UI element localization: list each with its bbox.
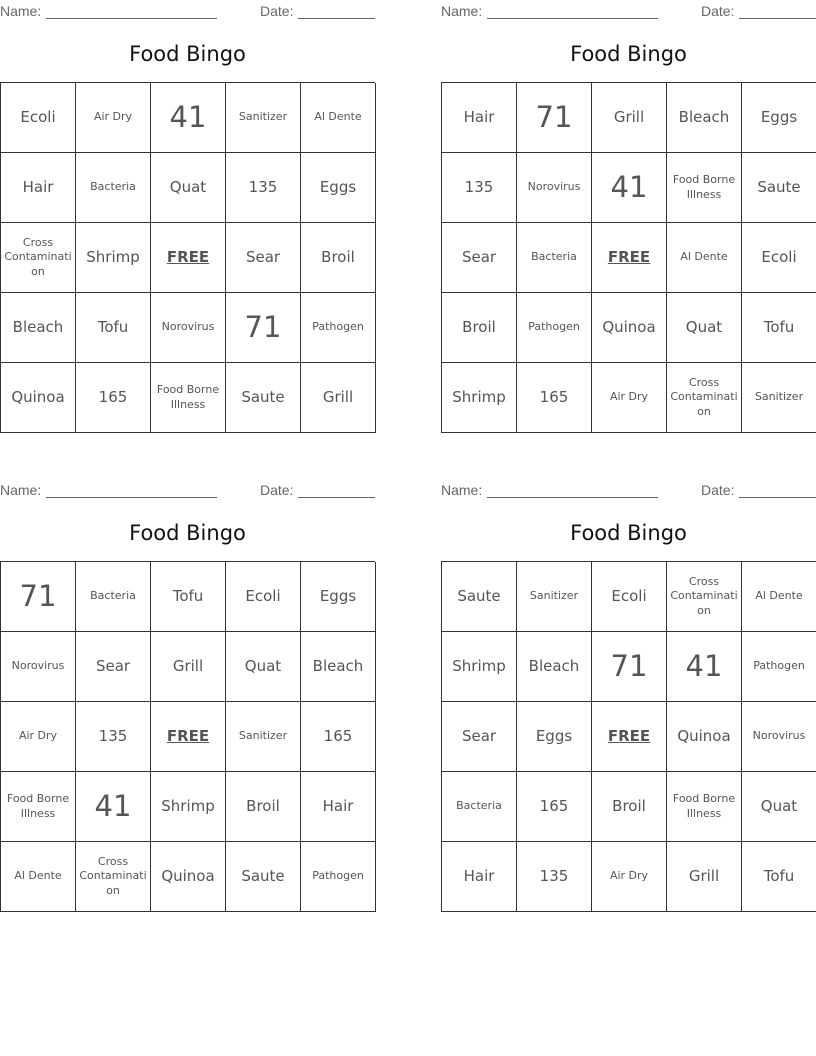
bingo-cell[interactable]: Shrimp <box>442 363 517 433</box>
bingo-card-4 <box>441 479 816 911</box>
bingo-cell[interactable]: Pathogen <box>742 632 816 702</box>
bingo-cell[interactable]: Al Dente <box>301 83 376 153</box>
name-line[interactable] <box>46 497 217 498</box>
bingo-grid <box>441 82 816 433</box>
bingo-cell[interactable]: Broil <box>442 293 517 363</box>
bingo-cell[interactable]: Ecoli <box>742 223 816 293</box>
bingo-cell[interactable]: 165 <box>517 772 592 842</box>
bingo-cell[interactable]: 71 <box>517 83 592 153</box>
card-header <box>0 3 375 19</box>
free-space-cell[interactable]: FREE <box>151 223 226 293</box>
date-line[interactable] <box>739 497 816 498</box>
bingo-cell[interactable]: Quinoa <box>667 702 742 772</box>
bingo-cell[interactable]: Quinoa <box>151 842 226 912</box>
bingo-cell[interactable]: Bleach <box>517 632 592 702</box>
bingo-cell[interactable]: Quat <box>226 632 301 702</box>
bingo-cell[interactable]: Air Dry <box>76 83 151 153</box>
bingo-cell[interactable]: Sanitizer <box>226 702 301 772</box>
bingo-cell[interactable]: Hair <box>442 83 517 153</box>
bingo-cell[interactable]: 41 <box>592 153 667 223</box>
bingo-cell[interactable]: Norovirus <box>742 702 816 772</box>
card-title: Food Bingo <box>570 521 687 545</box>
bingo-cell[interactable]: Pathogen <box>517 293 592 363</box>
bingo-cell[interactable]: Ecoli <box>1 83 76 153</box>
bingo-cell[interactable]: Tofu <box>76 293 151 363</box>
name-label: Name: <box>441 3 483 19</box>
name-line[interactable] <box>487 18 658 19</box>
bingo-cell[interactable]: Sear <box>226 223 301 293</box>
bingo-cell[interactable]: Hair <box>301 772 376 842</box>
free-space-cell[interactable]: FREE <box>592 223 667 293</box>
card-header <box>441 482 816 498</box>
name-line[interactable] <box>46 18 217 19</box>
card-title: Food Bingo <box>570 42 687 66</box>
date-line[interactable] <box>298 497 375 498</box>
card-header <box>0 482 375 498</box>
bingo-cell[interactable]: Bacteria <box>517 223 592 293</box>
bingo-cell[interactable]: Bacteria <box>76 153 151 223</box>
bingo-cell[interactable]: Food Borne Illness <box>151 363 226 433</box>
bingo-cell[interactable]: Air Dry <box>1 702 76 772</box>
free-space-cell[interactable]: FREE <box>151 702 226 772</box>
bingo-cell[interactable]: Air Dry <box>592 842 667 912</box>
bingo-cell[interactable]: 41 <box>667 632 742 702</box>
bingo-cell[interactable]: Sanitizer <box>226 83 301 153</box>
bingo-cell[interactable]: 165 <box>301 702 376 772</box>
date-line[interactable] <box>739 18 816 19</box>
bingo-cell[interactable]: 71 <box>1 562 76 632</box>
bingo-cell[interactable]: Cross Contamination <box>1 223 76 293</box>
bingo-cell[interactable]: Grill <box>301 363 376 433</box>
bingo-cell[interactable]: Bacteria <box>76 562 151 632</box>
bingo-cell[interactable]: Sear <box>442 702 517 772</box>
bingo-cell[interactable]: 165 <box>76 363 151 433</box>
bingo-cell[interactable]: Saute <box>226 363 301 433</box>
bingo-grid <box>0 561 375 912</box>
bingo-cell[interactable]: Cross Contamination <box>667 363 742 433</box>
bingo-cell[interactable]: Hair <box>1 153 76 223</box>
bingo-cell[interactable]: Eggs <box>301 153 376 223</box>
bingo-cell[interactable]: Broil <box>301 223 376 293</box>
bingo-cell[interactable]: Cross Contamination <box>667 562 742 632</box>
card-title: Food Bingo <box>129 42 246 66</box>
bingo-cell[interactable]: Sanitizer <box>517 562 592 632</box>
bingo-cell[interactable]: 71 <box>592 632 667 702</box>
bingo-cell[interactable]: Tofu <box>742 842 816 912</box>
bingo-cell[interactable]: Bleach <box>1 293 76 363</box>
date-label: Date: <box>701 3 735 19</box>
date-label: Date: <box>701 482 735 498</box>
bingo-cell[interactable]: Tofu <box>742 293 816 363</box>
bingo-cell[interactable]: Air Dry <box>592 363 667 433</box>
bingo-cell[interactable]: Sear <box>76 632 151 702</box>
bingo-card-3 <box>0 479 375 911</box>
bingo-cell[interactable]: Eggs <box>301 562 376 632</box>
card-header <box>441 3 816 19</box>
name-label: Name: <box>0 3 42 19</box>
name-line[interactable] <box>487 497 658 498</box>
bingo-cell[interactable]: 135 <box>76 702 151 772</box>
bingo-cell[interactable]: 135 <box>517 842 592 912</box>
bingo-cell[interactable]: Grill <box>667 842 742 912</box>
bingo-cell[interactable]: Saute <box>442 562 517 632</box>
bingo-cell[interactable]: Bacteria <box>442 772 517 842</box>
bingo-cell[interactable]: Norovirus <box>517 153 592 223</box>
bingo-cell[interactable]: 135 <box>226 153 301 223</box>
bingo-cell[interactable]: Hair <box>442 842 517 912</box>
bingo-grid <box>441 561 816 912</box>
free-space-cell[interactable]: FREE <box>592 702 667 772</box>
bingo-card-1 <box>0 0 375 432</box>
bingo-cell[interactable]: Norovirus <box>151 293 226 363</box>
bingo-cell[interactable]: Al Dente <box>1 842 76 912</box>
name-label: Name: <box>0 482 42 498</box>
bingo-cell[interactable]: Sanitizer <box>742 363 816 433</box>
bingo-cell[interactable]: Eggs <box>517 702 592 772</box>
bingo-cell[interactable]: Saute <box>742 153 816 223</box>
bingo-card-2 <box>441 0 816 432</box>
bingo-cell[interactable]: Shrimp <box>76 223 151 293</box>
bingo-cell[interactable]: Quat <box>742 772 816 842</box>
bingo-cell[interactable]: Ecoli <box>226 562 301 632</box>
bingo-cell[interactable]: 135 <box>442 153 517 223</box>
date-line[interactable] <box>298 18 375 19</box>
bingo-cell[interactable]: Al Dente <box>667 223 742 293</box>
bingo-cell[interactable]: Shrimp <box>442 632 517 702</box>
bingo-cell[interactable]: Grill <box>592 83 667 153</box>
bingo-cell[interactable]: 41 <box>151 83 226 153</box>
bingo-cell[interactable]: Broil <box>226 772 301 842</box>
bingo-cell[interactable]: Al Dente <box>742 562 816 632</box>
bingo-cell[interactable]: Tofu <box>151 562 226 632</box>
bingo-cell[interactable]: Cross Contamination <box>76 842 151 912</box>
bingo-cell[interactable]: 165 <box>517 363 592 433</box>
bingo-cell[interactable]: Broil <box>592 772 667 842</box>
bingo-cell[interactable]: 71 <box>226 293 301 363</box>
bingo-cell[interactable]: Quinoa <box>592 293 667 363</box>
bingo-cell[interactable]: 41 <box>76 772 151 842</box>
date-label: Date: <box>260 3 294 19</box>
bingo-cell[interactable]: Food Borne Illness <box>667 153 742 223</box>
bingo-grid <box>0 82 375 433</box>
name-label: Name: <box>441 482 483 498</box>
bingo-cell[interactable]: Shrimp <box>151 772 226 842</box>
bingo-cell[interactable]: Quat <box>151 153 226 223</box>
bingo-cell[interactable]: Pathogen <box>301 293 376 363</box>
bingo-cell[interactable]: Food Borne Illness <box>1 772 76 842</box>
bingo-cell[interactable]: Norovirus <box>1 632 76 702</box>
bingo-cell[interactable]: Ecoli <box>592 562 667 632</box>
bingo-cell[interactable]: Food Borne Illness <box>667 772 742 842</box>
bingo-cell[interactable]: Quinoa <box>1 363 76 433</box>
bingo-cell[interactable]: Grill <box>151 632 226 702</box>
card-title: Food Bingo <box>129 521 246 545</box>
bingo-cell[interactable]: Bleach <box>667 83 742 153</box>
date-label: Date: <box>260 482 294 498</box>
bingo-cell[interactable]: Sear <box>442 223 517 293</box>
bingo-cell[interactable]: Eggs <box>742 83 816 153</box>
bingo-cell[interactable]: Pathogen <box>301 842 376 912</box>
bingo-cell[interactable]: Saute <box>226 842 301 912</box>
bingo-cell[interactable]: Bleach <box>301 632 376 702</box>
bingo-cell[interactable]: Quat <box>667 293 742 363</box>
